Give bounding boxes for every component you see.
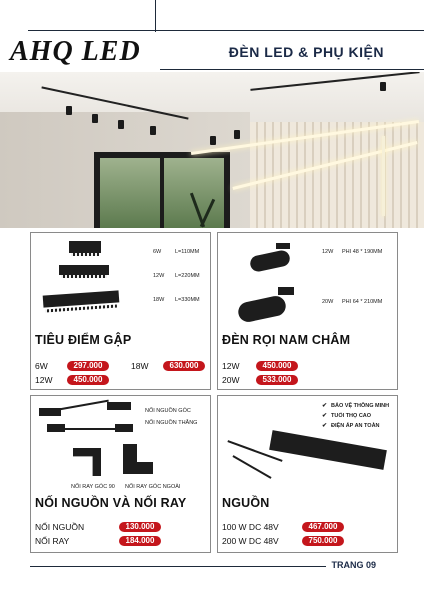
spec-length: L=110MM xyxy=(175,249,200,255)
panel-title: ĐÈN RỌI NAM CHÂM xyxy=(222,333,351,347)
feature-item xyxy=(322,402,389,409)
price-label: 12W xyxy=(222,361,240,371)
price-label: 12W xyxy=(35,375,53,385)
mount xyxy=(278,287,294,295)
track-spotlight xyxy=(118,120,124,129)
product-corner-power-connector xyxy=(107,402,131,410)
label-corner-90: NỐI RAY GÓC 90 xyxy=(71,484,115,490)
panel-title: NỐI NGUỒN VÀ NỐI RAY xyxy=(35,496,187,510)
page-title: ĐÈN LED & PHỤ KIỆN xyxy=(228,44,384,60)
track-spotlight xyxy=(380,82,386,91)
cable xyxy=(65,428,117,430)
price-badge: 450.000 xyxy=(67,375,109,385)
price-label: 20W xyxy=(222,375,240,385)
product-magnetic-spot-12w xyxy=(249,249,291,273)
check-icon: ✔ xyxy=(322,403,328,409)
product-straight-power-connector xyxy=(47,424,65,432)
window xyxy=(94,152,230,228)
price-badge: 467.000 xyxy=(302,522,344,532)
led-row xyxy=(71,253,99,256)
product-magnetic-spot-20w xyxy=(236,294,287,324)
hero-image xyxy=(0,72,424,228)
spec-watt: 6W xyxy=(153,249,162,255)
track-spotlight xyxy=(210,136,216,145)
product-folding-spot-12w xyxy=(59,265,109,275)
price-label: 6W xyxy=(35,361,48,371)
spec-length: L=220MM xyxy=(175,273,200,279)
price-badge: 533.000 xyxy=(256,375,298,385)
track-spotlight xyxy=(92,114,98,123)
feature-item xyxy=(322,422,380,429)
window-pane xyxy=(100,158,160,228)
spec-watt: 12W xyxy=(322,249,334,255)
cable xyxy=(232,455,271,479)
spec-watt: 18W xyxy=(153,297,165,303)
spec-watt: 20W xyxy=(322,299,334,305)
label-corner-power: NỐI NGUỒN GÓC xyxy=(145,408,191,414)
track-spotlight xyxy=(234,130,240,139)
panel-power xyxy=(217,395,398,553)
check-icon: ✔ xyxy=(322,413,328,419)
price-badge: 297.000 xyxy=(67,361,109,371)
led-row xyxy=(61,275,107,278)
price-badge: 130.000 xyxy=(119,522,161,532)
product-outer-corner-connector xyxy=(123,462,153,474)
product-straight-power-connector xyxy=(115,424,133,432)
header-divider-vertical xyxy=(155,0,156,32)
price-label: 200 W DC 48V xyxy=(222,536,279,546)
product-power-supply xyxy=(269,430,387,470)
feature-text: ĐIỆN ÁP AN TOÀN xyxy=(331,423,380,429)
panel-connectors xyxy=(30,395,211,553)
brand-logo: AHQ LED xyxy=(10,36,141,67)
product-corner-90-connector xyxy=(73,448,101,476)
mount xyxy=(276,243,290,249)
product-folding-spot-6w xyxy=(69,241,101,253)
product-corner-power-connector xyxy=(39,408,61,416)
label-outer-corner: NỐI RAY GÓC NGOÀI xyxy=(125,484,181,490)
price-label: 100 W DC 48V xyxy=(222,522,279,532)
label-straight-power: NỐI NGUỒN THẲNG xyxy=(145,420,198,426)
feature-text: BẢO VỆ THÔNG MINH xyxy=(331,403,390,409)
spec-size: PHI 64 * 210MM xyxy=(342,299,383,305)
spec-length: L=330MM xyxy=(175,297,200,303)
check-icon: ✔ xyxy=(322,423,328,429)
panel-title: TIÊU ĐIỂM GẬP xyxy=(35,333,132,347)
price-label: NỐI RAY xyxy=(35,536,70,546)
cable xyxy=(59,400,109,411)
price-badge: 450.000 xyxy=(256,361,298,371)
pendant-light xyxy=(382,136,385,216)
track-spotlight xyxy=(150,126,156,135)
footer-rule xyxy=(30,566,326,567)
feature-item xyxy=(322,412,371,419)
header-bar xyxy=(160,34,424,70)
feature-text: TUỔI THỌ CAO xyxy=(331,413,372,419)
panel-folding-spot xyxy=(30,232,211,390)
window-pane xyxy=(164,158,224,228)
panel-magnetic-spot xyxy=(217,232,398,390)
price-badge: 630.000 xyxy=(163,361,205,371)
spec-size: PHI 48 * 190MM xyxy=(342,249,383,255)
header-rule xyxy=(28,30,424,31)
track-spotlight xyxy=(66,106,72,115)
price-badge: 750.000 xyxy=(302,536,344,546)
page-number: TRANG 09 xyxy=(331,560,376,570)
panel-title: NGUỒN xyxy=(222,496,270,510)
price-badge: 184.000 xyxy=(119,536,161,546)
header-underline xyxy=(160,69,424,70)
spec-watt: 12W xyxy=(153,273,165,279)
price-label: 18W xyxy=(131,361,149,371)
price-label: NỐI NGUỒN xyxy=(35,522,85,532)
